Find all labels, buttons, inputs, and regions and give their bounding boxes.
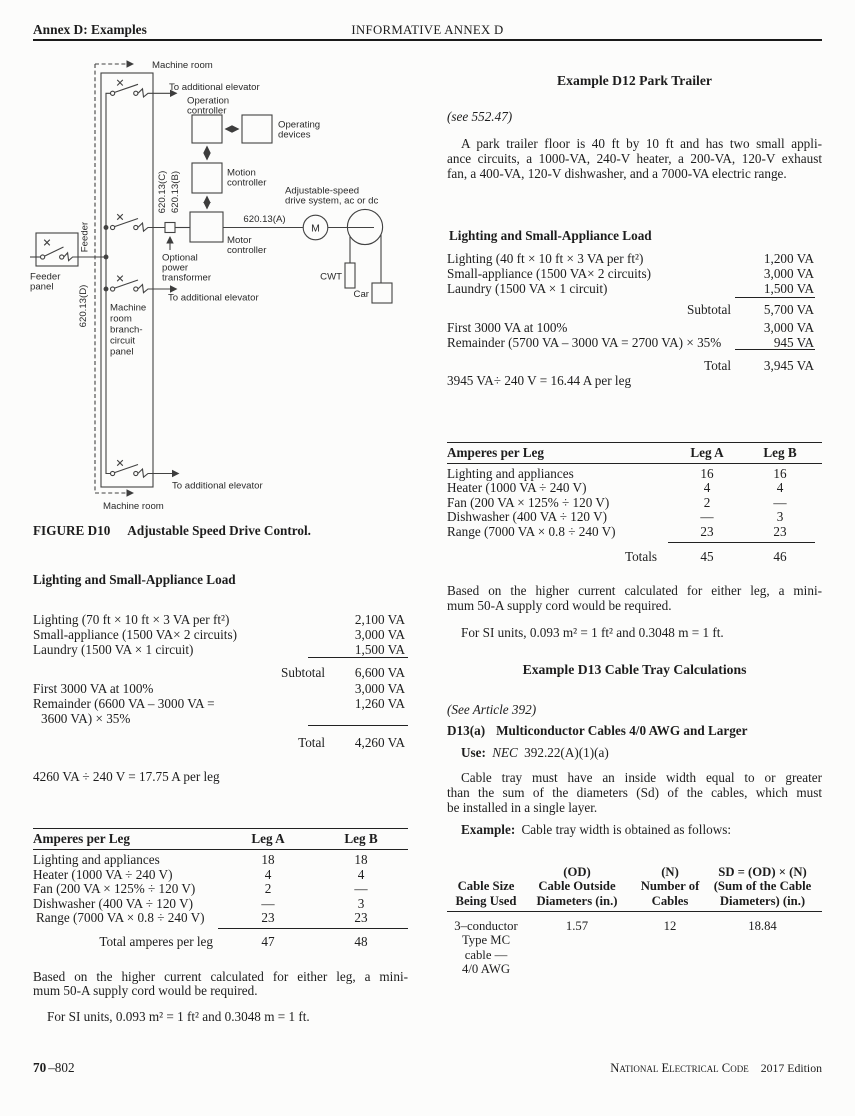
left-paragraph: Based on the higher current calculated for either leg, a mini- mum 50-A supply cord would be required. — [33, 968, 408, 998]
example-d12-paragraph: A park trailer floor is 40 ft by 10 ft and has two small appli- ance circuits, a 1000-VA, 240-V heater, a 200-VA, 120-V exhaust fan, a 400-VA, 120-V dishwasher, and a 7000-VA electric range. — [447, 136, 822, 181]
code-620-13b-label: 620.13(B) — [170, 170, 182, 214]
cable-tray-table — [447, 864, 822, 979]
table-totals-row: Total amperes per leg 47 48 — [99, 933, 368, 949]
load-row: Small-appliance (1500 VA× 2 circuits) 3,000 VA — [33, 626, 405, 642]
running-head-left: Annex D: Examples — [33, 22, 147, 37]
running-head-center: INFORMATIVE ANNEX D — [351, 23, 504, 37]
table-header-row: Amperes per Leg Leg A Leg B — [447, 444, 797, 460]
cwt-label: CWT — [320, 271, 342, 283]
table-row: Fan (200 VA × 125% ÷ 120 V) 2 — — [33, 881, 368, 896]
left-load-rows2 — [33, 681, 408, 726]
svg-text:circuit: circuit — [110, 335, 136, 347]
left-si-note: For SI units, 0.093 m² = 1 ft² and 0.3048 m = 1 ft. — [47, 1008, 310, 1024]
subtotal-rule — [735, 297, 815, 298]
cable-row-cell: 1.57 — [565, 918, 589, 933]
feeder-label: Feeder — [79, 221, 91, 253]
left-load-heading: Lighting and Small-Appliance Load — [33, 571, 236, 587]
load-row: Lighting (40 ft × 10 ft × 3 VA per ft²) 1,200 VA — [447, 251, 814, 266]
car-label: Car — [353, 288, 369, 300]
load-row: Lighting (70 ft × 10 ft × 3 VA per ft²) 2,100 VA — [33, 611, 405, 627]
example-d12-ref: (see 552.47) — [447, 109, 513, 124]
cable-col-header: SD = (OD) × (N) (Sum of the Cable Diameters) (in.) — [713, 864, 812, 908]
svg-text:panel: panel — [30, 281, 54, 293]
right-formula: 3945 VA÷ 240 V = 16.44 A per leg — [447, 372, 632, 388]
svg-text:drive system, ac or dc: drive system, ac or dc — [285, 195, 379, 207]
svg-text:panel: panel — [110, 346, 134, 358]
nec-document-page: Annex D: Examples INFORMATIVE ANNEX D Machine room To additional elevator Operation controller Operating devices Motion controller 620.13(C) 620.13(B) Adjustable-speed drive system, ac or dc 620.13(A) Motor controller M CWT Car Optional power transformer To additional elevator Feeder panel Feeder 620.13(D) Machine room branch- circuit panel To additional elevator Machine room FIGURE D10 Adjustable Speed Drive Control. Lighting and Small-Appliance Load Lighting (70 ft × 10 ft × 3 VA per ft²) 2,100 VA Small-appliance (1500 VA× 2 circuits) 3,000 VA Laundry (1500 VA × 1 circuit) 1,500 VA Subtotal 6,600 VA First 3000 VA at 100% 3,000 VA Remainder (6600 VA – 3000 VA = 1,260 VA 3600 VA) × 35% Total 4,260 VA 4260 VA ÷ 240 V = 17.75 A per leg Amperes per Leg Leg A Leg B Lighting and appliances 18 18 Heater (1000 VA ÷ 240 V) 4 4 Fan (200 VA × 125% ÷ 120 V) 2 — Dishwasher (400 VA ÷ 120 V) — 3 Range (7000 VA × 0.8 ÷ 240 V) 23 23 Total amperes per leg 47 48 Based on the higher current calculated for either leg, a mini- mum 50-A supply cord would be required. For SI units, 0.093 m² = 1 ft² and 0.3048 m = 1 ft. Example D12 Park Trailer (see 552.47) A park trailer floor is 40 ft by 10 ft and has two small appli- ance circuits, a 1000-VA, 240-V heater, a 200-VA, 120-V exhaust fan, a 400-VA, 120-V dishwasher, and a 7000-VA electric range. Lighting and Small-Appliance Load Lighting (40 ft × 10 ft × 3 VA per ft²) 1,200 VA Small-appliance (1500 VA× 2 circuits) 3,000 VA Laundry (1500 VA × 1 circuit) 1,500 VA Subtotal 5,700 VA First 3000 VA at 100% 3,000 VA Remainder (5700 VA – 3000 VA = 2700 VA) × 35% 945 VA Total 3,945 VA 3945 VA÷ 240 V = 16.44 A per leg Amperes per Leg Leg A Leg B Lighting and appliances 16 16 Heater (1000 VA ÷ 240 V) 4 4 Fan (200 VA × 125% ÷ 120 V) 2 — Dishwasher (400 VA ÷ 120 V) — 3 Range (7000 VA × 0.8 ÷ 240 V) 23 23 Totals 45 46 Based on the higher current calculated for either leg, a mini- mum 50-A supply cord would be required. For SI units, 0.093 m² = 1 ft² and 0.3048 m = 1 ft. Example D13 Cable Tray Calculations (See Article 392) D13(a) Multiconductor Cables 4/0 AWG and Larger Use: NEC 392.22(A)(1)(a) Cable tray must have an inside width equal to or greater than the sum of the diameters (Sd) of the cables, which must be installed in a single layer. Example: Cable tray width is obtained as follows: Cable Size Being Used (OD) Cable Outside Diameters (in.) (N) Number of Cables SD = (OD) × (N) (Sum of the Cable Diameters) (in.) 3–conductor Type MC cable — 4/0 AWG 1.57 12 18.84 70 –802 National Electrical Code 2017 Edition — [0, 0, 855, 1116]
figure-caption-label: FIGURE D10 — [33, 523, 111, 538]
motion-controller-label: Motion — [227, 167, 256, 179]
subtotal-rule — [308, 657, 408, 658]
left-load-rows — [33, 612, 408, 657]
load-row: First 3000 VA at 100% 3,000 VA — [33, 680, 405, 696]
table-row: Dishwasher (400 VA ÷ 120 V) — 3 — [33, 895, 365, 911]
machine-room-bottom-label: Machine room — [103, 501, 164, 512]
diagram-labels — [30, 60, 379, 512]
operating-devices-label: Operating — [278, 119, 321, 131]
load-row: 3600 VA) × 35% — [41, 710, 131, 726]
load-row: Remainder (6600 VA – 3000 VA = 1,260 VA — [33, 695, 405, 711]
right-amperes-table — [447, 441, 822, 566]
table-rule — [33, 849, 408, 850]
code-620-13a-label: 620.13(A) — [243, 214, 286, 225]
table-row: Range (7000 VA × 0.8 ÷ 240 V) 23 23 — [447, 523, 787, 539]
motor-controller-label: Motor — [227, 235, 252, 246]
example-d12-title: Example D12 Park Trailer — [557, 73, 712, 88]
svg-text:power: power — [162, 262, 189, 274]
table-row: Heater (1000 VA ÷ 240 V) 4 4 — [447, 480, 784, 496]
load-row: Remainder (5700 VA – 3000 VA = 2700 VA) × 35% 945 VA — [447, 334, 814, 350]
table-rule — [33, 828, 408, 829]
right-load-rows — [447, 251, 822, 296]
table-row: Lighting and appliances 16 16 — [447, 465, 787, 481]
machine-room-panel-label: Machine — [110, 302, 147, 314]
machine-room-top-label: Machine room — [152, 59, 213, 71]
left-amperes-table — [33, 827, 408, 952]
code-620-13d-label: 620.13(D) — [78, 284, 89, 328]
figure-caption — [33, 523, 311, 539]
table-rule — [447, 442, 822, 443]
example-d13-paragraph: Cable tray must have an inside width equal to or greater than the sum of the diameters (Sd) of the cables, which must be installed in a single layer. — [447, 770, 822, 815]
table-rule — [218, 928, 408, 929]
right-paragraph: Based on the higher current calculated for either leg, a mini- mum 50-A supply cord would be required. — [447, 583, 822, 613]
optional-transformer-label: Optional — [162, 252, 198, 264]
table-row: Dishwasher (400 VA ÷ 120 V) — 3 — [447, 509, 784, 525]
svg-text:devices: devices — [278, 129, 311, 141]
left-formula: 4260 VA ÷ 240 V = 17.75 A per leg — [33, 768, 220, 784]
figure-caption-title: Adjustable Speed Drive Control. — [127, 523, 311, 538]
svg-text:controller: controller — [227, 245, 267, 256]
table-row: Heater (1000 VA ÷ 240 V) 4 4 — [33, 866, 365, 882]
load-row: First 3000 VA at 100% 3,000 VA — [447, 319, 814, 335]
to-additional-elevator-mid-label: To additional elevator — [168, 292, 259, 304]
svg-text:controller: controller — [227, 177, 267, 189]
table-rule — [447, 911, 822, 912]
total-rule — [308, 725, 408, 726]
svg-text:room: room — [110, 313, 132, 325]
to-additional-elevator-bottom-label: To additional elevator — [172, 480, 263, 492]
svg-text:branch-: branch- — [110, 324, 143, 336]
table-header-row: Amperes per Leg Leg A Leg B — [33, 830, 378, 846]
load-row: Laundry (1500 VA × 1 circuit) 1,500 VA — [33, 641, 405, 657]
cable-row-cell: 3–conductor Type MC cable — 4/0 AWG — [454, 918, 518, 976]
table-row: Lighting and appliances 18 18 — [33, 852, 368, 867]
figure-d10-diagram — [30, 58, 400, 513]
header-rule — [33, 39, 822, 41]
svg-text:transformer: transformer — [162, 272, 212, 284]
table-row: Range (7000 VA × 0.8 ÷ 240 V) 23 23 — [36, 910, 368, 925]
to-additional-elevator-top-label: To additional elevator — [169, 82, 260, 93]
table-totals-row: Totals 45 46 — [624, 548, 787, 564]
feeder-panel-label: Feeder — [30, 271, 61, 283]
cable-row-cell: 18.84 — [748, 918, 777, 933]
right-si-note: For SI units, 0.093 m² = 1 ft² and 0.3048 m = 1 ft. — [461, 624, 724, 640]
page-number: 70 –802 — [33, 1060, 75, 1075]
cable-row-cell: 12 — [663, 918, 677, 933]
load-row: Small-appliance (1500 VA× 2 circuits) 3,000 VA — [447, 266, 814, 281]
total-rule — [735, 349, 815, 350]
right-load-rows2 — [447, 320, 822, 350]
example-d13-title: Example D13 Cable Tray Calculations — [522, 662, 747, 677]
svg-text:controller: controller — [187, 105, 227, 117]
table-rule — [447, 463, 822, 464]
table-row: Fan (200 VA × 125% ÷ 120 V) 2 — — [447, 494, 787, 510]
right-load-heading: Lighting and Small-Appliance Load — [449, 227, 652, 243]
example-d13-use-line: Use: NEC 392.22(A)(1)(a) — [461, 745, 609, 760]
cable-col-header: (N) Number of Cables — [640, 864, 700, 908]
example-d13-ref: (See Article 392) — [447, 702, 537, 717]
table-rule — [668, 542, 815, 543]
cable-col-header: (OD) Cable Outside Diameters (in.) — [536, 864, 618, 908]
motor-symbol-label: M — [311, 222, 320, 235]
example-d13-example-line: Example: Cable tray width is obtained as follows: — [461, 822, 732, 837]
cable-col-header: Cable Size Being Used — [455, 879, 517, 908]
code-620-13c-label: 620.13(C) — [156, 170, 168, 214]
load-row: Laundry (1500 VA × 1 circuit) 1,500 VA — [447, 281, 814, 296]
example-d13-subheading: D13(a) Multiconductor Cables 4/0 AWG and Larger — [447, 722, 748, 738]
operation-controller-label: Operation — [187, 95, 230, 107]
footer-right: National Electrical Code 2017 Edition — [610, 1061, 822, 1075]
adjustable-speed-label: Adjustable-speed — [285, 185, 360, 197]
